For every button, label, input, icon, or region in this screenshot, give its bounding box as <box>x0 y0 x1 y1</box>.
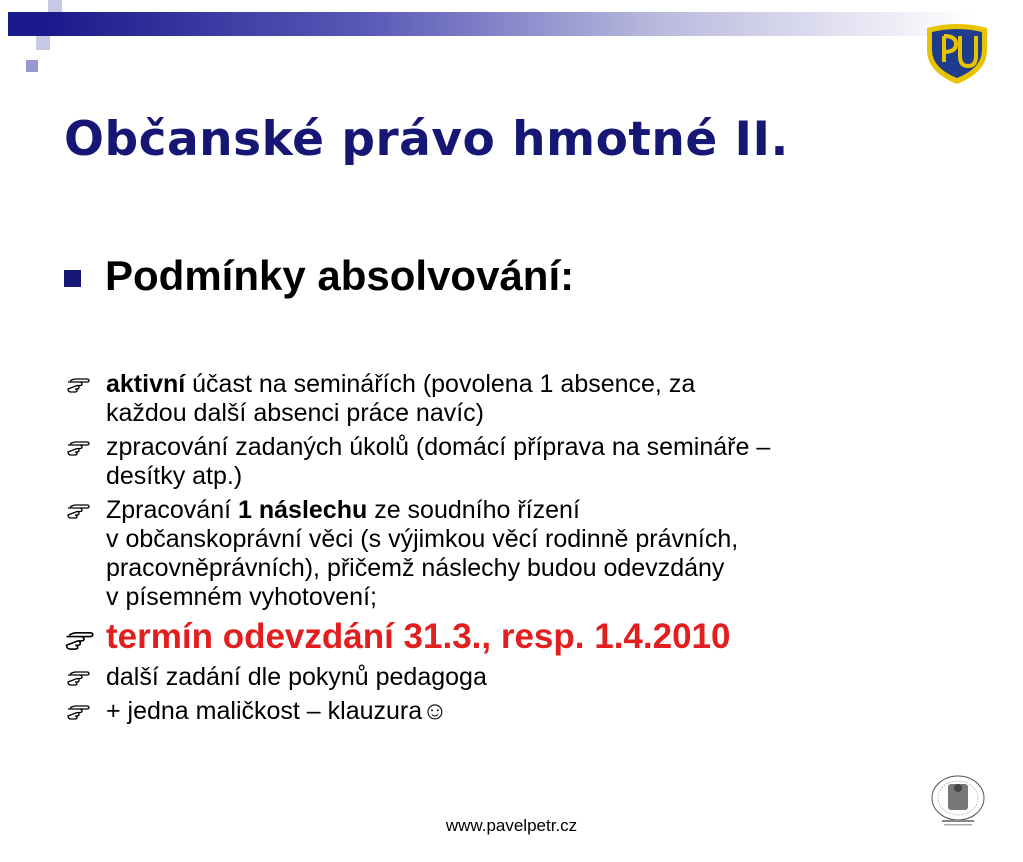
item-line <box>106 370 966 399</box>
item-line: desítky atp.) <box>106 462 243 490</box>
bold-text: 1 náslechu <box>238 496 368 524</box>
item-line: v občanskoprávní věci (s výjimkou věcí rodinně právních, <box>106 525 739 553</box>
deadline-item <box>66 617 966 657</box>
decor-square <box>24 12 48 36</box>
pointing-hand-icon <box>66 700 90 722</box>
decor-square <box>36 36 50 50</box>
upol-shield-logo <box>922 22 992 86</box>
gradient-band <box>48 12 973 36</box>
item-line <box>106 496 966 525</box>
item-line: pracovněprávních), přičemž náslechy budou odevzdány <box>106 554 725 582</box>
list-item <box>66 697 966 726</box>
item-line: v písemném vyhotovení; <box>106 583 377 611</box>
section-heading <box>64 252 574 300</box>
pointing-hand-icon <box>66 373 90 395</box>
item-line: + jedna maličkost – klauzura☺ <box>106 697 448 725</box>
item-line: zpracování zadaných úkolů (domácí příprava na semináře – <box>106 433 771 461</box>
university-seal <box>922 774 994 830</box>
decor-square <box>48 0 62 12</box>
square-bullet-icon <box>64 270 81 287</box>
item-line: každou další absenci práce navíc) <box>106 399 484 427</box>
item-line: další zadání dle pokynů pedagoga <box>106 663 487 691</box>
heading-text: Podmínky absolvování: <box>105 252 575 299</box>
deadline-text: termín odevzdání 31.3., resp. 1.4.2010 <box>106 617 731 656</box>
list-item <box>66 496 966 612</box>
bold-text: aktivní <box>106 370 186 398</box>
slide-title: Občanské právo hmotné II. <box>64 112 789 167</box>
list-item <box>66 433 966 491</box>
pointing-hand-icon <box>66 436 90 458</box>
decor-square <box>8 12 24 36</box>
list-item <box>66 663 966 692</box>
decor-square <box>26 60 38 72</box>
pointing-hand-icon <box>66 666 90 688</box>
item-text: ze soudního řízení <box>367 496 580 524</box>
pointing-hand-icon <box>66 499 90 521</box>
pointing-hand-icon <box>64 625 94 653</box>
item-text: účast na seminářích (povolena 1 absence, za <box>185 370 696 398</box>
requirements-list <box>66 370 966 731</box>
item-text: Zpracování <box>106 496 239 524</box>
list-item <box>66 370 966 428</box>
footer-url: www.pavelpetr.cz <box>445 816 578 835</box>
